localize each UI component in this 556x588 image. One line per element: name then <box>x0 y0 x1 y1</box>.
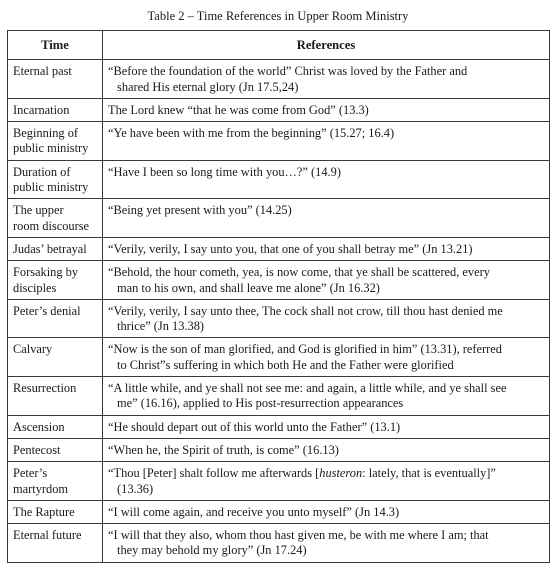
time-references-table <box>7 30 550 563</box>
reference-text-continued: shared His eternal glory (Jn 17.5,24) <box>117 79 299 94</box>
table-row <box>8 500 550 523</box>
table-row <box>8 261 550 300</box>
reference-cell <box>103 122 550 161</box>
reference-text-part: : lately, that is eventually]” <box>362 466 496 481</box>
column-header-time: Time <box>8 31 103 60</box>
time-text: The upper <box>13 203 64 218</box>
reference-text: “A little while, and ye shall not see me: and again, a little while, and ye shall see <box>108 381 507 396</box>
reference-cell <box>103 237 550 260</box>
time-cell <box>8 299 103 338</box>
reference-cell <box>103 462 550 501</box>
reference-cell <box>103 261 550 300</box>
time-cell <box>8 98 103 121</box>
time-text: Peter’s <box>13 466 48 481</box>
reference-text: “Verily, verily, I say unto you, that one of you shall betray me” (Jn 13.21) <box>108 241 473 256</box>
table-caption: Table 2 – Time References in Upper Room Ministry <box>147 9 409 23</box>
table-row <box>8 415 550 438</box>
table-row <box>8 199 550 238</box>
time-text: Eternal past <box>13 64 72 79</box>
time-cell <box>8 60 103 99</box>
reference-text-continued: to Christ”s suffering in which both He and the Father were glorified <box>117 357 454 372</box>
time-text-continued: martyrdom <box>13 481 69 496</box>
table-row <box>8 160 550 199</box>
time-cell <box>8 500 103 523</box>
reference-cell <box>103 60 550 99</box>
time-cell <box>8 122 103 161</box>
time-text: Judas’ betrayal <box>13 241 87 256</box>
header-row <box>8 31 550 60</box>
time-text: Peter’s denial <box>13 303 81 318</box>
time-cell <box>8 199 103 238</box>
table-row <box>8 462 550 501</box>
table-row <box>8 377 550 416</box>
reference-cell <box>103 524 550 563</box>
time-text: Beginning of <box>13 126 79 141</box>
reference-cell <box>103 415 550 438</box>
table-row <box>8 338 550 377</box>
time-text: Calvary <box>13 342 53 357</box>
reference-cell <box>103 500 550 523</box>
reference-text <box>108 466 544 481</box>
time-cell <box>8 160 103 199</box>
reference-text: “I will that they also, whom thou hast given me, be with me where I am; that <box>108 528 489 543</box>
reference-text: “Behold, the hour cometh, yea, is now come, that ye shall be scattered, every <box>108 265 490 280</box>
time-text: Forsaking by <box>13 265 79 280</box>
reference-text-continued: man to his own, and shall leave me alone” (Jn 16.32) <box>117 280 380 295</box>
reference-cell <box>103 377 550 416</box>
reference-cell <box>103 438 550 461</box>
table-row <box>8 438 550 461</box>
time-cell <box>8 261 103 300</box>
time-text: Eternal future <box>13 528 82 543</box>
time-cell <box>8 524 103 563</box>
table-row <box>8 98 550 121</box>
column-header-references: References <box>103 31 550 60</box>
reference-text: The Lord knew “that he was come from God” (13.3) <box>108 102 369 117</box>
reference-text-continued: (13.36) <box>117 481 154 496</box>
table-row <box>8 524 550 563</box>
time-text-continued: disciples <box>13 280 57 295</box>
time-text: The Rapture <box>13 504 75 519</box>
reference-cell <box>103 98 550 121</box>
reference-text: “Being yet present with you” (14.25) <box>108 203 292 218</box>
time-text-continued: room discourse <box>13 218 90 233</box>
reference-text: “Have I been so long time with you…?” (14.9) <box>108 164 341 179</box>
reference-text: “Ye have been with me from the beginning” (15.27; 16.4) <box>108 126 395 141</box>
reference-text-continued: they may behold my glory” (Jn 17.24) <box>117 543 307 558</box>
time-cell <box>8 338 103 377</box>
reference-text-part: “Thou [Peter] shalt follow me afterwards [ <box>108 466 320 481</box>
reference-text: “Now is the son of man glorified, and God is glorified in him” (13.31), referred <box>108 342 502 357</box>
reference-text: “I will come again, and receive you unto myself” (Jn 14.3) <box>108 504 400 519</box>
transliteration: husteron <box>319 466 363 481</box>
time-text: Pentecost <box>13 442 61 457</box>
reference-cell <box>103 160 550 199</box>
reference-text-continued: thrice” (Jn 13.38) <box>117 319 205 334</box>
time-text: Resurrection <box>13 381 77 396</box>
time-cell <box>8 462 103 501</box>
table-header <box>8 31 550 60</box>
reference-text: “Before the foundation of the world” Christ was loved by the Father and <box>108 64 468 79</box>
table-row <box>8 299 550 338</box>
time-text: Incarnation <box>13 102 70 117</box>
time-cell <box>8 438 103 461</box>
reference-text: “When he, the Spirit of truth, is come” (16.13) <box>108 442 339 457</box>
time-cell <box>8 377 103 416</box>
time-text: Ascension <box>13 419 65 434</box>
time-text: Duration of <box>13 164 71 179</box>
reference-text-continued: me” (16.16), applied to His post-resurrection appearances <box>117 396 404 411</box>
time-cell <box>8 415 103 438</box>
reference-text: “Verily, verily, I say unto thee, The cock shall not crow, till thou hast denied me <box>108 303 503 318</box>
reference-text: “He should depart out of this world unto the Father” (13.1) <box>108 419 401 434</box>
reference-cell <box>103 338 550 377</box>
table-body <box>8 60 550 562</box>
table-row <box>8 60 550 99</box>
table-row <box>8 122 550 161</box>
time-text-continued: public ministry <box>13 180 89 195</box>
table-row <box>8 237 550 260</box>
time-text-continued: public ministry <box>13 141 89 156</box>
reference-cell <box>103 299 550 338</box>
reference-cell <box>103 199 550 238</box>
time-cell <box>8 237 103 260</box>
